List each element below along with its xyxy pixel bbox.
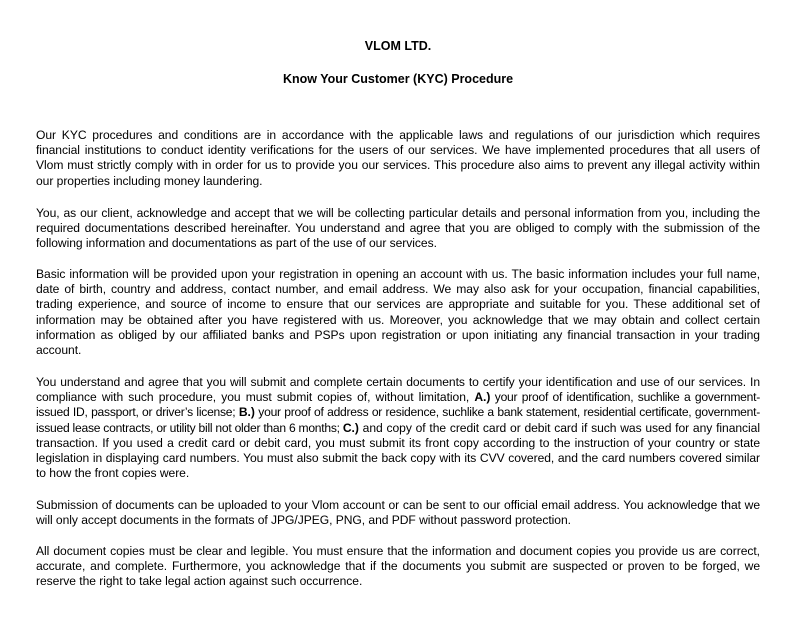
paragraph-basic-information: Basic information will be provided upon your registration in opening an account with us. The basic information includes your full name, date of birth, country and address, contact number, and email address. We may also ask for your occupation, financial capabilities, trading experience, and source of income to ensure that our services are appropriate and suitable for you. These additional set of information may be obtained after you have registered with us. Moreover, you acknowledge that we may obtain and collect certain information as obliged by our affiliated banks and PSPs upon registration or upon initiating any financial transaction in your trading account. <box>36 267 760 358</box>
item-a-text: your proof of identification, suchlike a government-issued ID, passport, or driver’s license; <box>36 390 760 420</box>
item-c-text: and copy of the credit card or debit card if such was used for any financial transaction. If you used a credit card or debit card, you must submit its front copy according to the instruction of your country or state legislation in displaying card numbers. You must also submit the back copy with its CVV covered, and the card numbers covered similar to how the front copies were. <box>36 420 760 481</box>
item-c-label: C.) <box>342 420 359 435</box>
item-b-label: B.) <box>238 405 255 420</box>
document-title: Know Your Customer (KYC) Procedure <box>282 72 514 86</box>
paragraph-document-quality: All document copies must be clear and legible. You must ensure that the information and document copies you provide us are correct, accurate, and complete. Furthermore, you acknowledge that if the documents you submit are suspected or proven to be forged, we reserve the right to take legal action against such occurrence. <box>36 544 760 589</box>
company-name: VLOM LTD. <box>364 39 432 53</box>
paragraph-document-submission: Submission of documents can be uploaded to your Vlom account or can be sent to our official email address. You acknowledge that we will only accept documents in the formats of JPG/JPEG, PNG, and PDF without password protection. <box>36 498 760 528</box>
item-a-label: A.) <box>474 390 491 405</box>
paragraph-client-acknowledgement: You, as our client, acknowledge and accept that we will be collecting particular details and personal information from you, including the required documentations described hereinafter. You understand and agree that you are obliged to comply with the submission of the following information and documentations as part of the use of our services. <box>36 206 760 251</box>
paragraph-required-documents <box>36 375 760 481</box>
paragraph-kyc-purpose: Our KYC procedures and conditions are in accordance with the applicable laws and regulations of our jurisdiction which requires financial institutions to conduct identity verifications for the users of our services. We have implemented procedures that all users of Vlom must strictly comply with in order for us to provide you our services. This procedure also aims to prevent any illegal activity within our properties including money laundering. <box>36 128 760 188</box>
item-b-text: your proof of address or residence, suchlike a bank statement, residential certificate, government-issued lease contracts, or utility bill not older than 6 months; <box>36 405 761 435</box>
required-documents-intro: You understand and agree that you will submit and complete certain documents to certify your identification and use of our services. In compliance with such procedure, you must submit copies of, without limitation, <box>36 375 760 405</box>
